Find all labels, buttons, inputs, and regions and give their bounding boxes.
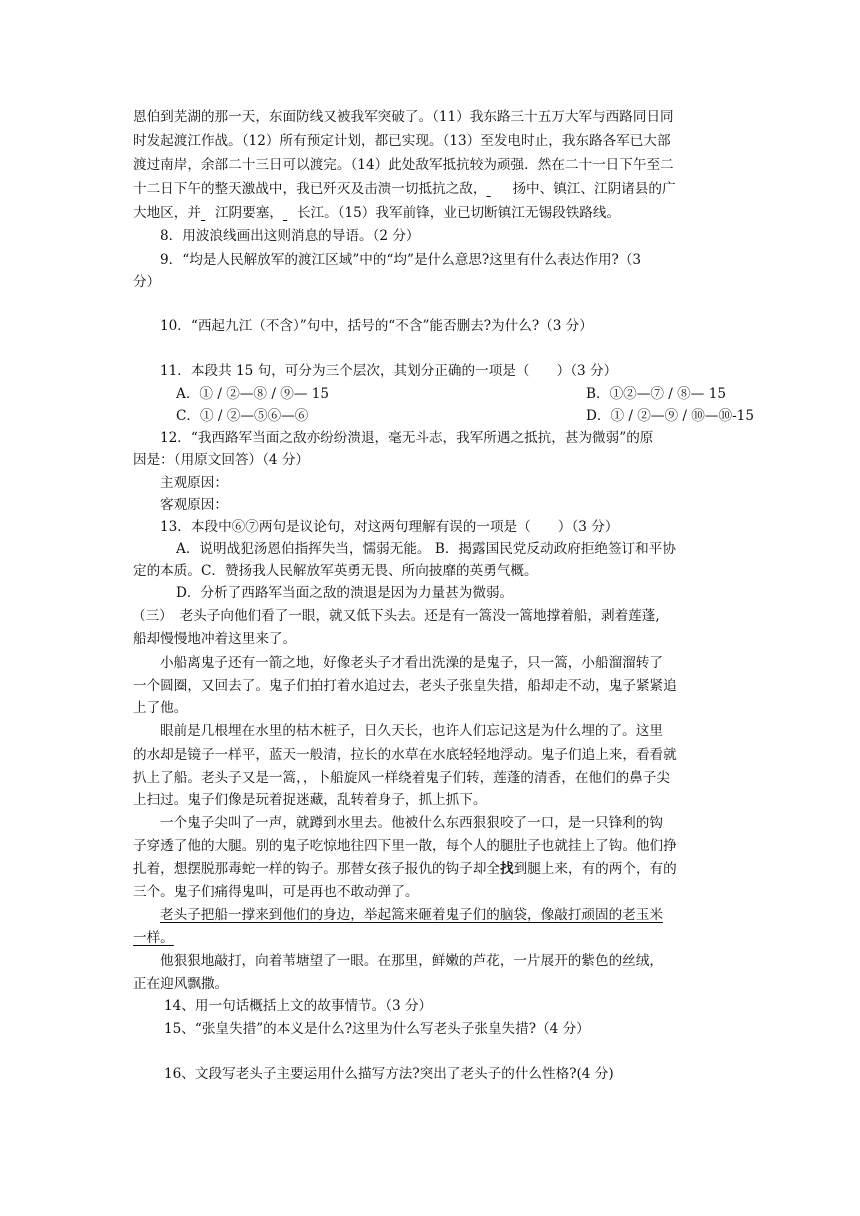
story-line: 上了他。	[133, 700, 188, 716]
passage-line: 时发起渡江作战。（12）所有预定计划，都已实现。（13）至发电时止，我东路各军已大部	[133, 133, 671, 149]
underlined-sentence: 老头子把船一撑来到他们的身边，举起篙来砸着鬼子们的脑袋，像敲打顽固的老玉米	[160, 907, 663, 923]
passage-text: 大地区，并	[133, 205, 201, 221]
story-line: 子穿透了他的大腿。别的鬼子吃惊地往四下里一散，每个人的腿肚子也就挂上了钩。他们挣	[133, 838, 677, 854]
option-c: C．① / ②—⑤⑥—⑥	[176, 408, 309, 424]
passage-line	[133, 179, 676, 199]
story-line: 三个。鬼子们痛得鬼叫，可是再也不敢动弹了。	[133, 884, 419, 900]
underlined-sentence-cont: 一样。	[133, 930, 174, 946]
story-line: 他狠狠地敲打，向着苇塘望了一眼。在那里，鲜嫩的芦花，一片展开的紫色的丝绒，	[160, 953, 663, 969]
story-line: 船却慢慢地冲着这里来了。	[133, 631, 297, 647]
story-line: 小船离鬼子还有一箭之地，好像老头子才看出洗澡的是鬼子，只一篙，小船溜溜转了	[160, 655, 663, 671]
passage-text: 江阴要塞，	[214, 205, 283, 221]
story-line: 一个鬼子尖叫了一声，就蹲到水里去。他被什么东西狠狠咬了一口，是一只锋利的钩	[160, 815, 663, 831]
story-line: 上扫过。鬼子们像是玩着捉迷藏，乱转着身子，抓上抓下。	[133, 792, 487, 808]
story-line: 正在迎风飘撒。	[133, 976, 229, 992]
answer-label-objective: 客观原因：	[160, 497, 228, 513]
fill-blank	[283, 203, 297, 223]
option-row	[176, 406, 754, 426]
option-row: 定的本质。C．赞扬我人民解放军英勇无畏、所向披靡的英勇气概。	[133, 563, 538, 579]
story-line: 一个圆圈，又回去了。鬼子们拍打着水追过去，老头子张皇失措，船却走不动，鬼子紧紧追	[133, 678, 677, 694]
option-d: D．① / ②—⑨ / ⑩—⑩-15	[586, 408, 754, 424]
question-15: 15、“张皇失措”的本义是什么?这里为什么写老头子张皇失措?（4 分）	[164, 1021, 590, 1037]
option-d: D．分析了西路军当面之敌的溃退是因为力量甚为微弱。	[176, 585, 514, 601]
question-11: 11．本段共 15 句，可分为三个层次，其划分正确的一项是（ ）（3 分）	[160, 363, 618, 379]
story-line: 眼前是几根埋在水里的枯木桩子，日久天长，也许人们忘记这是为什么埋的了。这里	[160, 723, 663, 739]
section-three-line: （三） 老头子向他们看了一眼，就又低下头去。还是有一篙没一篙地撑着船，剥着莲蓬,	[132, 608, 660, 624]
passage-text: 长江。（15）我军前锋，业已切断镇江无锡段铁路线。	[296, 205, 621, 221]
story-line: 扒上了船。老头子又是一篙，，卜船旋风一样绕着鬼子们转，莲蓬的清香，在他们的鼻子尖	[133, 770, 670, 786]
bold-character: 找	[500, 861, 514, 877]
question-16: 16、文段写老头子主要运用什么描写方法?突出了老头子的什么性格?(4 分)	[164, 1066, 614, 1082]
question-9: 9．“均是人民解放军的渡江区域”中的“均”是什么意思?这里有什么表达作用?（3	[160, 252, 642, 268]
option-b: B．①②—⑦ / ⑧— 15	[586, 386, 726, 402]
story-line	[133, 859, 677, 879]
question-8: 8．用波浪线画出这则消息的导语。（2 分）	[160, 228, 420, 244]
option-row: A．说明战犯汤恩伯指挥失当，懦弱无能。 B．揭露国民党反动政府拒绝签订和平协	[176, 541, 676, 557]
story-text: 扎着，想摆脱那毒蛇一样的钩子。那替女孩子报仇的钩子却全	[133, 861, 501, 877]
option-row	[176, 384, 726, 404]
question-9-cont: 分）	[133, 274, 161, 290]
question-12-cont: 因是：（用原文回答）（4 分）	[133, 452, 310, 468]
answer-label-subjective: 主观原因：	[160, 475, 228, 491]
passage-line: 渡过南岸，余部二十三日可以渡完。（14）此处敌军抵抗较为顽强．然在二十一日下午至二	[133, 157, 674, 173]
passage-text: 扬中、镇江、江阴诸县的广	[512, 181, 676, 197]
question-10: 10．“西起九江（不含）”句中，括号的“不含”能否删去?为什么?（3 分）	[160, 318, 593, 334]
question-14: 14、用一句话概括上文的故事情节。（3 分）	[164, 998, 433, 1014]
passage-line: 恩伯到芜湖的那一天，东面防线又被我军突破了。（11）我东路三十五万大军与西路同日同	[133, 109, 674, 125]
fill-blank	[486, 179, 512, 199]
question-12: 12．“我西路军当面之敌亦纷纷溃退，毫无斗志，我军所遇之抵抗，甚为微弱”的原	[160, 430, 654, 446]
story-line: 的水却是镜子一样平，蓝天一般清，拉长的水草在水底轻轻地浮动。鬼子们追上来，看看就	[133, 747, 677, 763]
passage-text: 十二日下午的整天激战中，我已歼灭及击溃一切抵抗之敌，	[133, 181, 487, 197]
passage-line	[133, 203, 620, 223]
story-text: 到腿上来，有的两个，有的	[513, 861, 677, 877]
fill-blank	[201, 203, 215, 223]
question-13: 13．本段中⑥⑦两句是议论句，对这两句理解有误的一项是（ ）（3 分）	[160, 519, 619, 535]
option-a: A．① / ②—⑧ / ⑨— 15	[176, 386, 330, 402]
